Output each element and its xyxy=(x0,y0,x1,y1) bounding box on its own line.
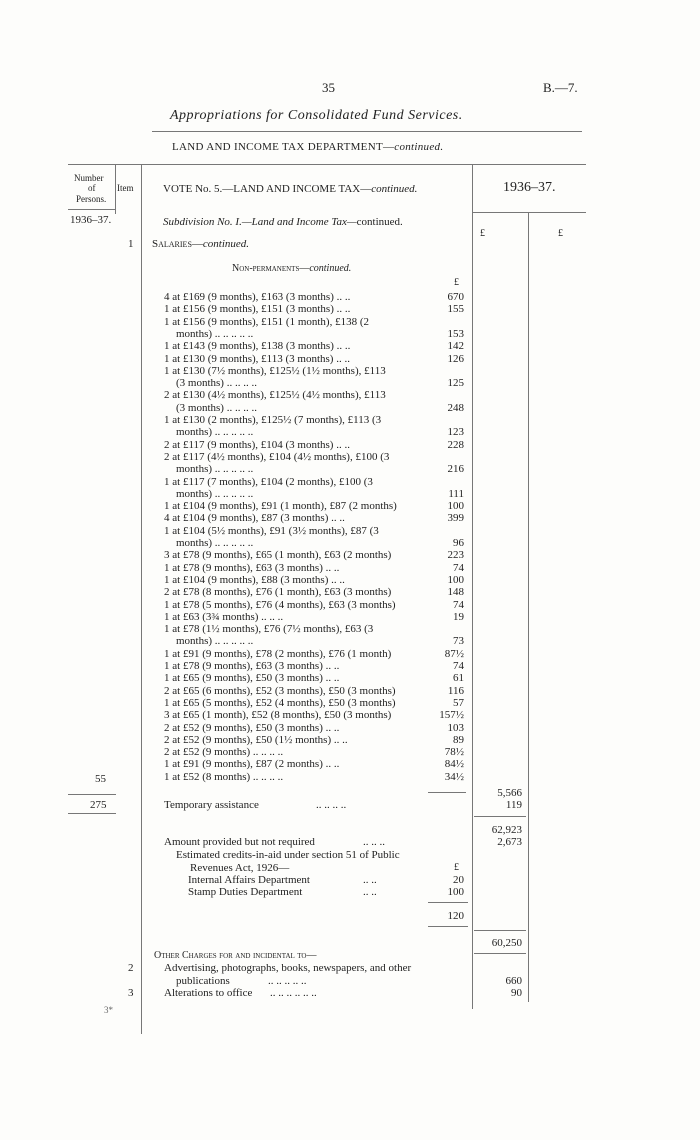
salary-row-text: 1 at £130 (9 months), £113 (3 months) .. .. xyxy=(164,352,350,365)
salary-row-amount: 74 xyxy=(453,561,464,574)
salary-row-text: 4 at £169 (9 months), £163 (3 months) .. .. xyxy=(164,291,351,303)
alterations-leader: .. .. .. .. .. .. xyxy=(270,987,317,999)
salaries-label: Salaries— xyxy=(152,238,203,250)
persons-total-rule xyxy=(68,794,116,795)
non-permanents-heading xyxy=(232,263,351,274)
stamp-duties-label: Stamp Duties Department xyxy=(188,886,303,898)
credits-pound: £ xyxy=(454,862,459,873)
header-top-rule xyxy=(68,164,586,165)
salary-row-amount: 96 xyxy=(453,537,464,549)
alterations-item-number: 3 xyxy=(128,987,134,999)
persons-count-275: 275 xyxy=(90,799,107,811)
temporary-assistance-amount: 119 xyxy=(505,799,522,811)
total1-rule xyxy=(474,816,526,817)
salary-row-amount: 61 xyxy=(453,672,464,685)
salary-row-amount: 248 xyxy=(447,401,464,414)
salary-row-amount: 89 xyxy=(453,733,464,746)
salary-row-amount: 155 xyxy=(447,303,464,316)
non-permanents-label: Non-permanents— xyxy=(232,263,310,274)
item-header: Item xyxy=(117,183,134,193)
internal-affairs-label: Internal Affairs Department xyxy=(188,874,310,886)
vote-title-main: VOTE No. 5.—LAND AND INCOME TAX— xyxy=(163,183,372,195)
salary-row-text: 1 at £78 (9 months), £63 (3 months) .. .. xyxy=(164,660,340,672)
stamp-duties-amount: 100 xyxy=(447,886,464,898)
vote-title-continued: continued. xyxy=(371,183,418,195)
salary-row-text: 2 at £117 (9 months), £104 (3 months) .. .. xyxy=(164,438,350,451)
salaries-continued: continued. xyxy=(202,238,250,250)
department-name: LAND AND INCOME TAX DEPARTMENT— xyxy=(172,141,395,153)
subdivision-heading xyxy=(163,216,403,228)
footer-mark: 3* xyxy=(104,1005,113,1015)
credits-line-1: Estimated credits-in-aid under section 51 of Public xyxy=(176,849,400,861)
vote-title xyxy=(163,183,417,195)
internal-affairs-amount: 20 xyxy=(453,874,464,886)
salary-row-text: 2 at £78 (8 months), £76 (1 month), £63 (3 months) xyxy=(164,586,392,599)
salary-row-amount: 19 xyxy=(453,610,464,623)
persons-header-2: of xyxy=(88,183,96,193)
credits-total: 120 xyxy=(447,910,464,922)
salary-row-amount: 216 xyxy=(447,463,464,476)
amount-not-required-amount: 2,673 xyxy=(497,836,522,848)
amount2-column-rule xyxy=(528,212,529,1002)
salary-row-text: 1 at £117 (7 months), £104 (2 months), £100 (3 xyxy=(164,475,373,488)
salaries-item-number: 1 xyxy=(128,238,134,250)
title-rule xyxy=(152,131,582,132)
salary-row-text: 1 at £65 (9 months), £50 (3 months) .. .. xyxy=(164,672,340,685)
persons-year: 1936–37. xyxy=(70,214,112,226)
salary-row-amount: 157½ xyxy=(439,709,464,722)
salary-row-amount: 116 xyxy=(447,684,464,697)
persons-header-3: Persons. xyxy=(76,194,107,204)
page-title: Appropriations for Consolidated Fund Services. xyxy=(170,108,463,123)
salary-row-text: 4 at £104 (9 months), £87 (3 months) .. .. xyxy=(164,512,345,525)
salaries-heading xyxy=(152,238,249,250)
salary-row-text: 2 at £65 (6 months), £52 (3 months), £50 (3 months) xyxy=(164,684,396,697)
salary-row-amount: 103 xyxy=(447,721,464,734)
total-60250: 60,250 xyxy=(491,937,522,949)
salary-row-text-continued: months) .. .. .. .. .. xyxy=(176,327,254,340)
salary-row-text: 2 at £52 (9 months) .. .. .. .. xyxy=(164,746,284,759)
persons-column-rule-top xyxy=(115,164,116,214)
salary-row-amount: 228 xyxy=(447,438,464,451)
salary-row-amount: 84½ xyxy=(444,758,464,771)
salary-row-text: 3 at £78 (9 months), £65 (1 month), £63 (2 months) xyxy=(164,549,392,562)
salary-row-text: 2 at £117 (4½ months), £104 (4½ months), £100 (3 xyxy=(164,450,390,463)
total-62923: 62,923 xyxy=(491,824,522,836)
salary-row-amount: 153 xyxy=(447,327,464,340)
salary-row-amount: 142 xyxy=(447,340,464,353)
temporary-assistance-label: Temporary assistance xyxy=(164,799,259,811)
salary-row-text: 1 at £52 (8 months) .. .. .. .. xyxy=(164,770,284,783)
salary-row-text: 2 at £52 (9 months), £50 (1½ months) .. .. xyxy=(164,733,348,746)
year-header-rule xyxy=(472,212,586,213)
subdivision-text: Subdivision No. I.—Land and Income Tax— xyxy=(163,216,357,228)
salary-row-amount: 126 xyxy=(447,352,464,365)
salary-row-text: 1 at £78 (9 months), £63 (3 months) .. .. xyxy=(164,561,340,574)
amount-column-rule xyxy=(472,164,473,1009)
pound-header-1: £ xyxy=(480,228,485,239)
subtotal-salaries: 5,566 xyxy=(497,787,522,799)
salary-row-amount: 57 xyxy=(453,696,464,709)
salary-row-amount: 34½ xyxy=(444,770,464,783)
salary-row-text: 1 at £130 (7½ months), £125½ (1½ months), £113 xyxy=(164,364,386,377)
item-column-rule xyxy=(141,164,142,1034)
salary-row-text: 3 at £65 (1 month), £52 (8 months), £50 (3 months) xyxy=(164,709,392,722)
page-number: 35 xyxy=(322,80,335,95)
salary-row-text: 1 at £78 (5 months), £76 (4 months), £63 (3 months) xyxy=(164,598,396,611)
salary-row-text: 1 at £156 (9 months), £151 (1 month), £138 (2 xyxy=(164,315,370,328)
salary-row-amount: 399 xyxy=(447,512,464,525)
salary-row-text: 1 at £65 (5 months), £52 (4 months), £50 (3 months) xyxy=(164,696,396,709)
pound-header-2: £ xyxy=(558,228,563,239)
salary-row-text: 1 at £104 (9 months), £91 (1 month), £87 (2 months) xyxy=(164,500,397,513)
salary-row-text-continued: (3 months) .. .. .. .. xyxy=(176,401,257,414)
alterations-label: Alterations to office xyxy=(164,987,253,999)
salary-row-text: 1 at £91 (9 months), £87 (2 months) .. .. xyxy=(164,758,340,771)
department-heading xyxy=(172,141,443,153)
salary-row-amount: 111 xyxy=(448,487,464,500)
amount-not-required-leader: .. .. .. xyxy=(363,836,385,848)
salary-row-amount: 125 xyxy=(447,377,464,390)
salary-row-text-continued: (3 months) .. .. .. .. xyxy=(176,377,257,390)
persons-header-1: Number xyxy=(74,173,104,183)
rows-total-rule xyxy=(428,792,466,793)
persons-header-rule xyxy=(68,209,116,210)
advertising-item-number: 2 xyxy=(128,962,134,974)
salary-row-amount: 74 xyxy=(453,660,464,672)
temporary-assistance-leader: .. .. .. .. xyxy=(316,799,347,811)
salary-row-text-continued: months) .. .. .. .. .. xyxy=(176,537,254,549)
salary-row-amount: 73 xyxy=(453,635,464,648)
salary-row-amount: 87½ xyxy=(444,647,464,660)
salary-row-text: 1 at £91 (9 months), £78 (2 months), £76 (1 month) xyxy=(164,647,392,660)
credits-top-rule xyxy=(428,902,468,903)
salary-row-text: 1 at £143 (9 months), £138 (3 months) .. .. xyxy=(164,340,351,353)
alterations-amount: 90 xyxy=(511,987,522,999)
year-header: 1936–37. xyxy=(503,180,556,195)
credits-line-2: Revenues Act, 1926— xyxy=(190,862,290,874)
salary-row-amount: 74 xyxy=(453,598,464,611)
salary-row-text: 1 at £156 (9 months), £151 (3 months) .. .. xyxy=(164,303,351,316)
other-charges-heading: Other Charges for and incidental to— xyxy=(154,950,317,961)
amount-not-required-label: Amount provided but not required xyxy=(164,836,315,848)
salary-row-amount: 223 xyxy=(447,549,464,562)
stamp-duties-leader: .. .. xyxy=(363,886,377,898)
salary-row-amount: 148 xyxy=(447,586,464,599)
department-continued: continued. xyxy=(394,141,444,153)
salary-row-text: 1 at £63 (3¾ months) .. .. .. xyxy=(164,610,284,623)
total2-top-rule xyxy=(474,930,526,931)
advertising-leader: .. .. .. .. .. xyxy=(268,975,307,987)
salary-row-text-continued: months) .. .. .. .. .. xyxy=(176,487,254,500)
salary-row-amount: 123 xyxy=(447,426,464,439)
salary-row-amount: 100 xyxy=(447,573,464,586)
salary-row-text: 1 at £104 (5½ months), £91 (3½ months), £87 (3 xyxy=(164,524,379,537)
advertising-amount: 660 xyxy=(505,975,522,987)
salary-row-amount: 78½ xyxy=(444,746,464,759)
internal-affairs-leader: .. .. xyxy=(363,874,377,886)
salary-row-text: 1 at £78 (1½ months), £76 (7½ months), £63 (3 xyxy=(164,623,374,636)
credits-bottom-rule xyxy=(428,926,468,927)
non-permanents-continued: continued. xyxy=(309,263,352,274)
persons-count-55: 55 xyxy=(95,773,106,785)
subdivision-continued: continued. xyxy=(356,216,403,228)
advertising-line-2: publications xyxy=(176,975,230,987)
total2-bottom-rule xyxy=(474,953,526,954)
salary-row-text-continued: months) .. .. .. .. .. xyxy=(176,635,254,648)
advertising-line-1: Advertising, photographs, books, newspapers, and other xyxy=(164,962,412,974)
salary-row-text-continued: months) .. .. .. .. .. xyxy=(176,426,254,439)
salary-row-text-continued: months) .. .. .. .. .. xyxy=(176,463,254,476)
salary-row-text: 2 at £130 (4½ months), £125½ (4½ months), £113 xyxy=(164,389,386,402)
salary-row-amount: 670 xyxy=(447,291,464,303)
persons-bottom-rule xyxy=(68,813,116,814)
salary-row-text: 1 at £130 (2 months), £125½ (7 months), £113 (3 xyxy=(164,414,382,426)
document-code: B.—7. xyxy=(543,80,578,95)
salary-row-amount: 100 xyxy=(447,500,464,513)
salary-row-text: 1 at £104 (9 months), £88 (3 months) .. .. xyxy=(164,573,345,586)
salary-row-text: 2 at £52 (9 months), £50 (3 months) .. .. xyxy=(164,721,340,734)
non-permanents-pound: £ xyxy=(454,277,459,288)
